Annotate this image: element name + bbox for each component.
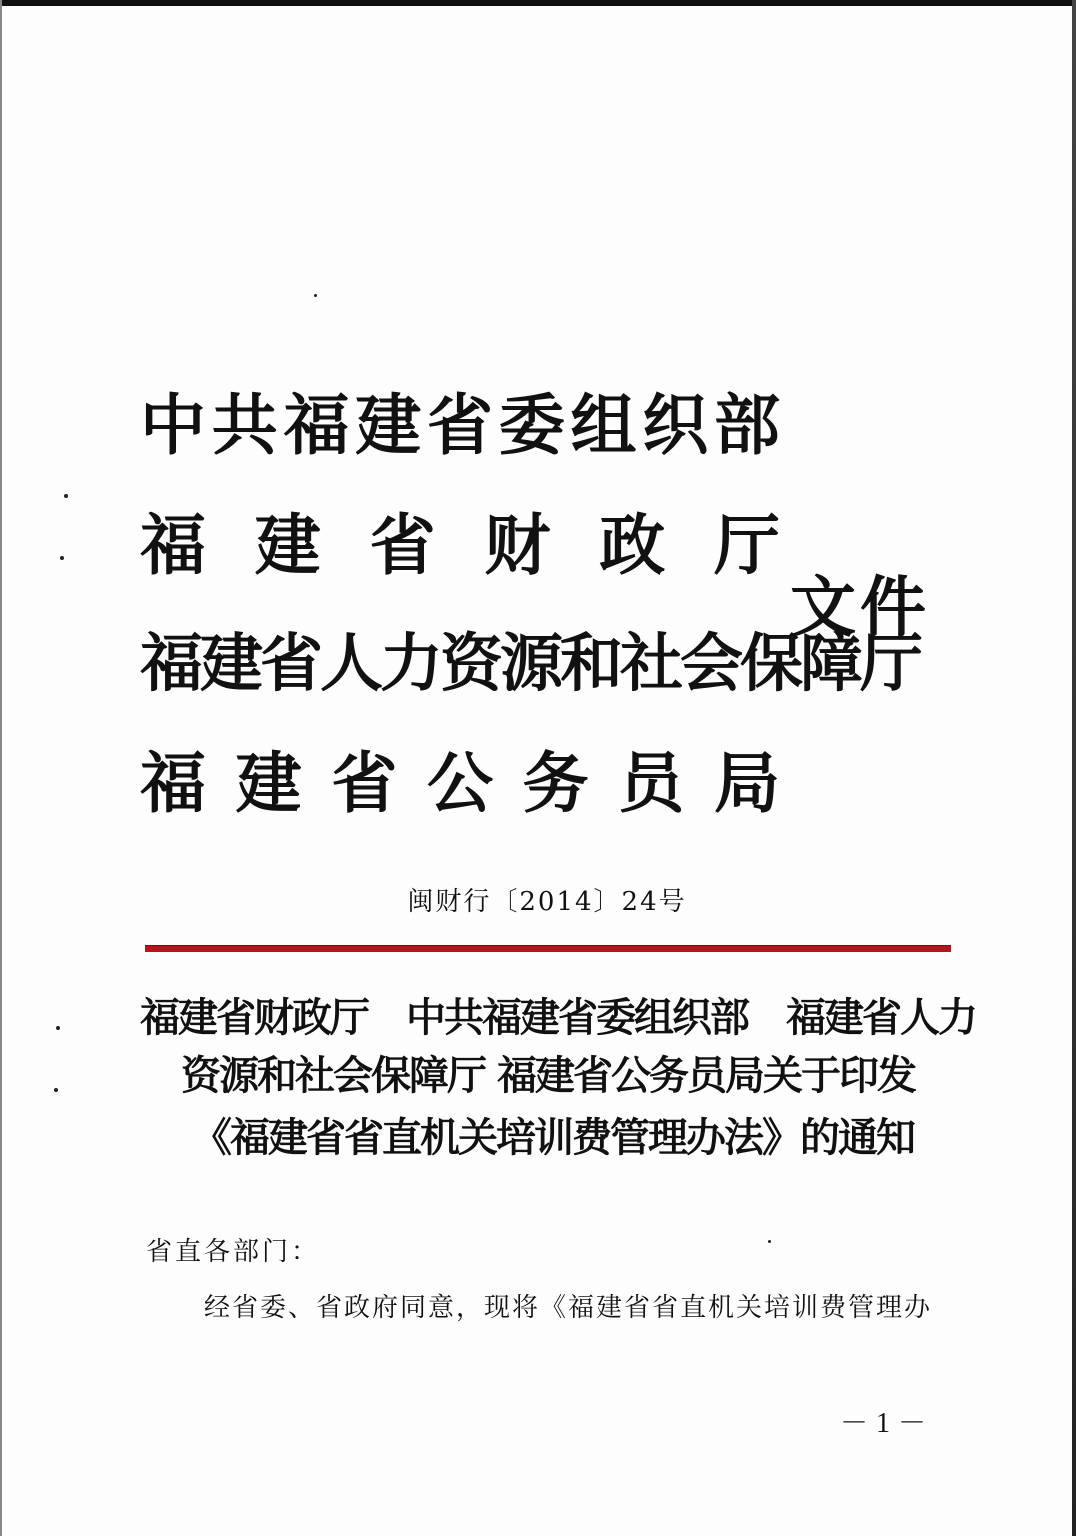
issuer-char: 福	[283, 386, 350, 464]
document-number: 闽财行〔2014〕24号	[407, 887, 687, 917]
scan-edge-right	[1072, 0, 1076, 1536]
document-title-line-2: 资源和社会保障厅 福建省公务员局关于印发	[181, 1052, 915, 1099]
issuer-char: 织	[642, 386, 709, 464]
issuer-char: 财	[484, 506, 551, 584]
issuer-char: 部	[714, 386, 780, 464]
issuer-human-resources-department: 福建省人力资源和社会保障厅	[140, 626, 920, 700]
page-number: －1－	[840, 1408, 935, 1439]
scan-speck	[314, 294, 317, 297]
scan-edge-left	[0, 0, 2, 1536]
body-paragraph: 经省委、省政府同意，现将《福建省省直机关培训费管理办	[204, 1293, 933, 1323]
issuer-civil-service-bureau	[140, 738, 780, 828]
issuer-organization-department	[140, 380, 780, 470]
issuer-char: 务	[522, 744, 589, 822]
document-title-line-3: 《福建省省直机关培训费管理办法》的通知	[192, 1114, 914, 1161]
issuer-char: 建	[254, 506, 321, 584]
issuer-char: 省	[427, 386, 493, 464]
document-title-line-1: 福建省财政厅 中共福建省委组织部 福建省人力	[140, 994, 976, 1041]
issuer-char: 政	[599, 506, 666, 584]
issuer-char: 委	[498, 386, 565, 464]
issuer-char: 组	[570, 386, 637, 464]
issuer-char: 福	[140, 506, 206, 584]
issuer-char: 公	[426, 744, 493, 822]
issuer-finance-department	[140, 500, 780, 590]
scan-speck	[768, 1240, 771, 1243]
scan-speck	[64, 494, 68, 498]
red-separator-rule	[145, 945, 951, 952]
issuer-char: 厅	[713, 506, 780, 584]
addressee: 省直各部门：	[146, 1237, 321, 1267]
scan-edge-top	[0, 0, 1076, 6]
issuer-char: 中	[140, 386, 206, 464]
issuer-char: 省	[331, 744, 398, 822]
issuer-char: 员	[618, 744, 685, 822]
scan-speck	[60, 556, 64, 560]
issuer-char: 局	[713, 744, 780, 822]
issuer-char: 共	[211, 386, 278, 464]
issuer-char: 省	[369, 506, 436, 584]
issuer-char: 建	[355, 386, 422, 464]
issuer-char: 福	[140, 744, 206, 822]
document-suffix: 文件	[790, 568, 930, 646]
issuer-char: 建	[235, 744, 302, 822]
